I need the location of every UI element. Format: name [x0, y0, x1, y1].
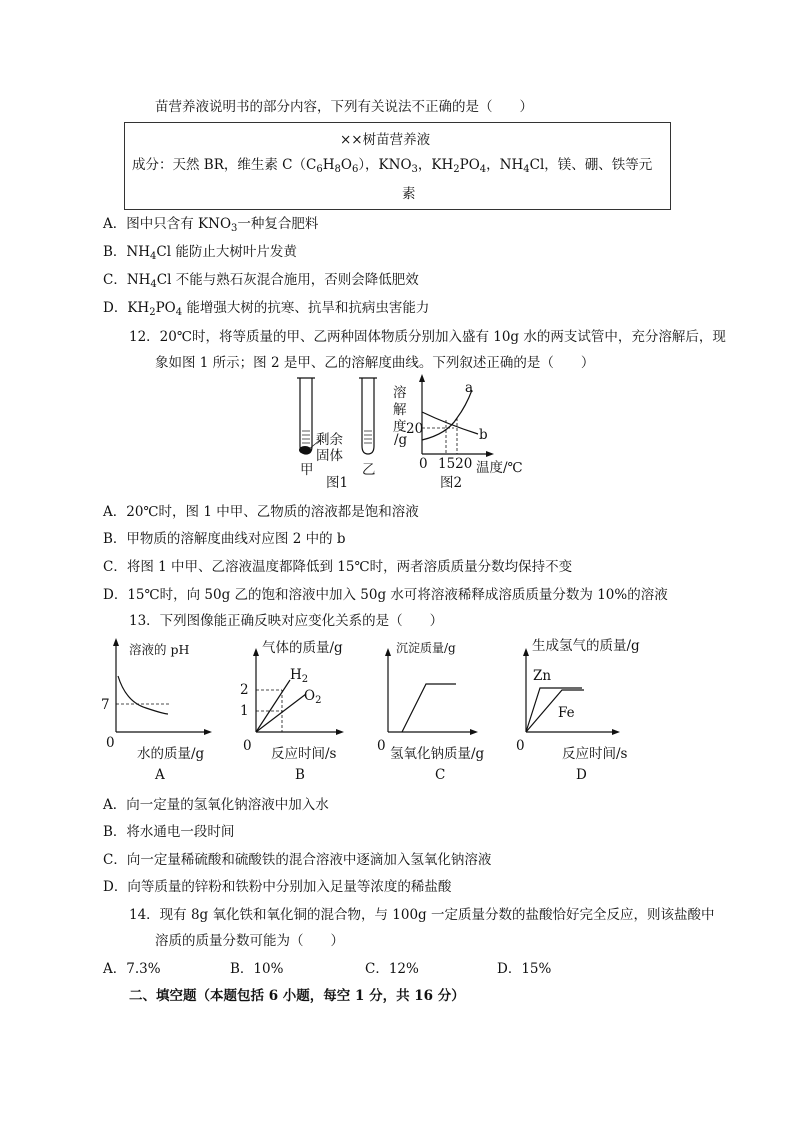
graph-d: [520, 650, 630, 740]
o2-line: [256, 694, 306, 732]
figure1-caption: 图1: [326, 475, 349, 491]
graph-b-o2: $O_2$: [304, 688, 322, 706]
q13-stem: 13．下列图像能正确反映对应变化关系的是（ ）: [129, 613, 444, 629]
fig2-origin: 0: [419, 456, 428, 472]
residue-solid: [299, 446, 311, 454]
box-ingredients-line2: 素: [402, 186, 416, 202]
q11-stem-tail: 苗营养液说明书的部分内容，下列有关说法不正确的是（ ）: [155, 99, 533, 115]
fig2-ylabel-3: 度: [393, 419, 407, 435]
q12-option-d: D．15℃时，向 50g 乙的饱和溶液中加入 50g 水可将溶液稀释成溶质质量分数为 10%的溶液: [103, 587, 668, 603]
graph-d-xlabel: 反应时间/s: [562, 746, 628, 762]
q12-option-b: B．甲物质的溶解度曲线对应图 2 中的 b: [103, 531, 346, 547]
graph-a-y7: 7: [101, 697, 110, 713]
q14-option-c: C．12%: [365, 961, 419, 977]
q11-option-c: C．$NH_4Cl$ 不能与熟石灰混合施用，否则会降低肥效: [103, 272, 419, 290]
fig2-xlabel: 温度/℃: [476, 460, 523, 476]
q14-option-a: A．7.3%: [103, 961, 161, 977]
box-ingredients-line1: 成分：天然 BR，维生素 $C(C_6H_8O_6)$，$KNO_3$，$KH_2PO_4$，$NH_4Cl$，镁、硼、铁等元: [132, 157, 653, 175]
q12-stem-line1: 12．20℃时，将等质量的甲、乙两种固体物质分别加入盛有 10g 水的两支试管中，充分溶解后，现: [129, 329, 726, 345]
graph-b-ylabel: 气体的质量/g: [262, 640, 343, 656]
q12-stem-line2: 象如图 1 所示；图 2 是甲、乙的溶解度曲线。下列叙述正确的是（ ）: [155, 355, 595, 371]
fig2-curve-b-label: b: [479, 427, 488, 443]
fig2-ylabel-4: /g: [394, 432, 408, 448]
precipitate-line: [402, 684, 456, 732]
graph-b-caption: B: [295, 767, 305, 783]
fig2-curve-a-label: a: [465, 380, 474, 396]
q11-option-b: B．$NH_4Cl$ 能防止大树叶片发黄: [103, 244, 297, 262]
graph-a-ylabel: 溶液的 pH: [129, 642, 190, 657]
graph-d-caption: D: [576, 767, 587, 783]
q14-option-b: B．10%: [230, 961, 284, 977]
q13-option-c: C．向一定量稀硫酸和硫酸铁的混合溶液中逐滴加入氢氧化钠溶液: [103, 852, 492, 868]
graph-c: [384, 650, 484, 740]
graph-c-ylabel: 沉淀质量/g: [396, 641, 456, 655]
fig2-y-tick-20: 20: [406, 421, 424, 437]
fe-line: [526, 690, 584, 732]
fig2-x-ticks: 1520: [438, 456, 473, 472]
graph-c-origin: 0: [377, 738, 386, 754]
q13-option-a: A．向一定量的氢氧化钠溶液中加入水: [103, 797, 329, 813]
fig2-ylabel-1: 溶: [393, 385, 407, 401]
ph-curve: [118, 676, 168, 714]
tube-label-jia: 甲: [300, 462, 314, 478]
graph-b-h2: $H_2$: [290, 667, 309, 685]
curve-b: [422, 412, 478, 434]
q11-option-a: A．图中只含有 $KNO_3$一种复合肥料: [103, 216, 319, 234]
q13-option-b: B．将水通电一段时间: [103, 824, 235, 840]
graph-a-xlabel: 水的质量/g: [137, 746, 205, 762]
graph-d-fe: Fe: [558, 705, 575, 721]
h2-line: [256, 680, 290, 732]
graph-b-y1: 1: [240, 703, 249, 719]
q11-option-d: D．$KH_2PO_4$ 能增强大树的抗寒、抗旱和抗病虫害能力: [103, 300, 430, 318]
q14-option-d: D．15%: [497, 961, 552, 977]
graph-b-origin: 0: [243, 738, 252, 754]
box-title: ××树苗营养液: [340, 132, 431, 148]
graph-d-origin: 0: [516, 738, 525, 754]
graph-a-origin: 0: [106, 735, 115, 751]
graph-d-ylabel: 生成氢气的质量/g: [532, 638, 640, 654]
q14-stem-line2: 溶质的质量分数可能为（ ）: [155, 933, 344, 949]
q12-option-c: C．将图 1 中甲、乙溶液温度都降低到 15℃时，两者溶质质量分数均保持不变: [103, 559, 573, 575]
tube-label-yi: 乙: [362, 462, 376, 478]
residue-label-2: 固体: [316, 448, 343, 464]
graph-c-caption: C: [435, 767, 446, 783]
graph-b: [250, 650, 350, 740]
graph-b-xlabel: 反应时间/s: [271, 746, 337, 762]
figure2-caption: 图2: [440, 475, 463, 491]
fig2-ylabel-2: 解: [393, 402, 407, 418]
section-2-heading: 二、填空题（本题包括 6 小题，每空 1 分，共 16 分）: [129, 988, 465, 1004]
graph-d-zn: Zn: [533, 668, 552, 684]
q14-stem-line1: 14．现有 8g 氧化铁和氧化铜的混合物，与 100g 一定质量分数的盐酸恰好完全反应，则该盐酸中: [129, 907, 715, 923]
graph-a-caption: A: [155, 767, 165, 783]
q12-option-a: A．20℃时，图 1 中甲、乙物质的溶液都是饱和溶液: [103, 504, 419, 520]
graph-b-y2: 2: [240, 682, 249, 698]
residue-label-1: 剩余: [316, 432, 343, 448]
q13-option-d: D．向等质量的锌粉和铁粉中分别加入足量等浓度的稀盐酸: [103, 879, 452, 895]
graph-c-xlabel: 氢氧化钠质量/g: [390, 746, 485, 762]
